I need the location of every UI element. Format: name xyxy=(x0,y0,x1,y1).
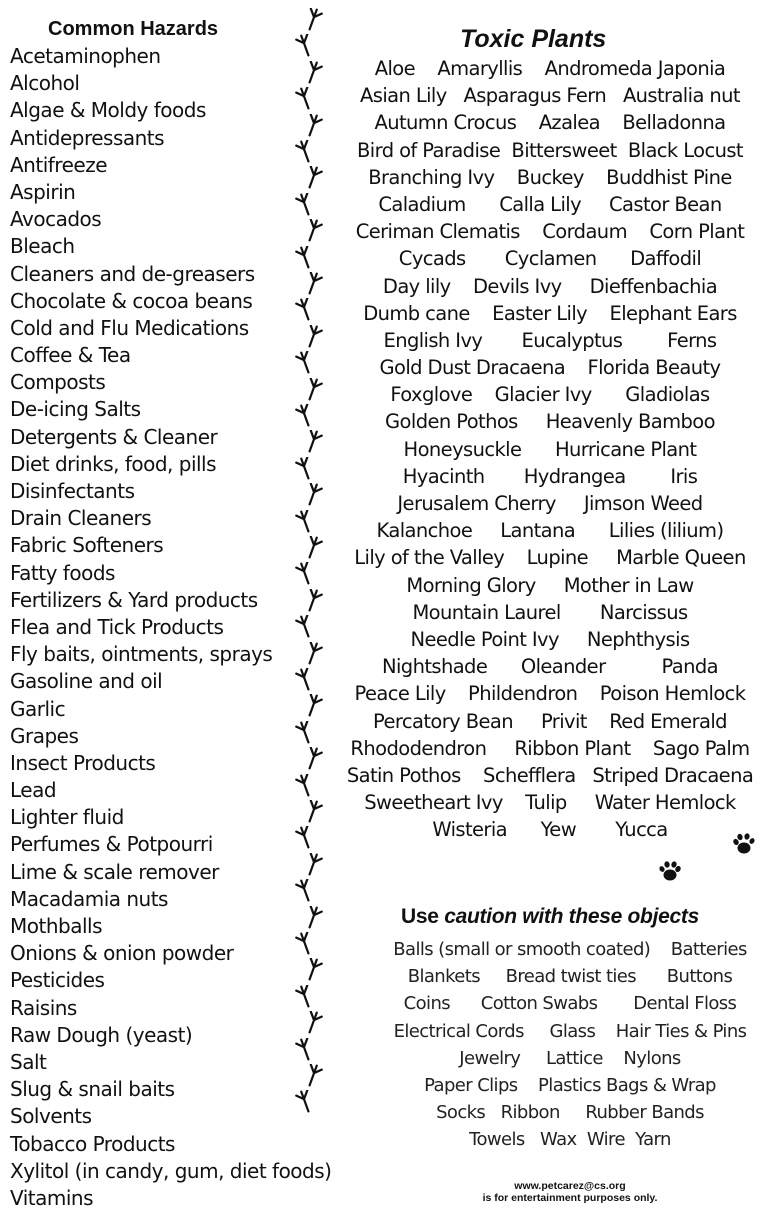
bird-footprint-icon xyxy=(294,87,316,111)
hazard-item: Drain Cleaners xyxy=(10,506,152,531)
footer-disclaimer: is for entertainment purposes only. xyxy=(482,1192,658,1204)
toxic-plants-row: Kalanchoe Lantana Lilies (lilium) xyxy=(376,519,724,543)
hazard-item: Coffee & Tea xyxy=(10,343,131,368)
caution-title-plain: Use xyxy=(401,905,445,928)
toxic-plants-row: Wisteria Yew Yucca xyxy=(432,818,668,842)
toxic-plants-row: Rhododendron Ribbon Plant Sago Palm xyxy=(350,736,750,760)
hazard-item: Slug & snail baits xyxy=(10,1077,175,1102)
toxic-plants-row: Jerusalem Cherry Jimson Weed xyxy=(397,492,703,515)
hazard-item: Aspirin xyxy=(10,179,76,204)
toxic-plants-row: Caladium Calla Lily Castor Bean xyxy=(378,192,722,216)
hazard-item: Bleach xyxy=(10,234,75,259)
hazard-item: Chocolate & cocoa beans xyxy=(10,288,253,313)
bird-footprint-icon xyxy=(294,615,316,639)
footer xyxy=(440,1180,700,1204)
toxic-plants-row: Peace Lily Phildendron Poison Hemlock xyxy=(354,682,746,706)
toxic-plants-row: Dumb cane Easter Lily Elephant Ears xyxy=(363,301,737,325)
toxic-plants-row: Honeysuckle Hurricane Plant xyxy=(403,437,697,461)
caution-objects-row: Blankets Bread twist ties Buttons xyxy=(407,966,733,988)
hazard-item: Insect Products xyxy=(10,750,156,775)
hazard-item: Salt xyxy=(10,1049,47,1074)
bird-footprint-icon xyxy=(294,879,316,903)
bird-footprint-icon xyxy=(294,140,316,164)
caution-objects-row: Coins Cotton Swabs Dental Floss xyxy=(403,993,737,1015)
bird-footprint-icon xyxy=(302,589,324,613)
hazard-item: Fabric Softeners xyxy=(10,533,164,558)
hazard-item: Fertilizers & Yard products xyxy=(10,587,258,612)
bird-footprint-icon xyxy=(294,193,316,217)
bird-footprint-icon xyxy=(302,166,324,190)
hazard-item: Diet drinks, food, pills xyxy=(10,451,217,476)
hazard-item: Avocados xyxy=(10,207,102,232)
hazard-item: Composts xyxy=(10,370,106,395)
bird-footprint-icon xyxy=(302,61,324,85)
toxic-plants-row: Day lily Devils Ivy Dieffenbachia xyxy=(382,274,718,298)
hazard-item: Fatty foods xyxy=(10,560,115,585)
toxic-plants-row: Nightshade Oleander Panda xyxy=(382,655,718,679)
bird-footprint-icon xyxy=(302,219,324,243)
bird-footprint-icon xyxy=(302,430,324,454)
bird-footprint-icon xyxy=(294,351,316,375)
bird-footprint-icon xyxy=(294,457,316,481)
toxic-plants-row: Cycads Cyclamen Daffodil xyxy=(398,247,702,271)
hazard-item: Garlic xyxy=(10,696,66,721)
hazard-item: Onions & onion powder xyxy=(10,941,234,966)
hazard-item: Fly baits, ointments, sprays xyxy=(10,642,273,667)
hazard-item: Flea and Tick Products xyxy=(10,614,224,639)
paw-print-icon xyxy=(730,832,756,856)
bird-footprint-icon xyxy=(294,246,316,270)
hazard-item: Cold and Flu Medications xyxy=(10,315,249,340)
bird-footprint-icon xyxy=(302,800,324,824)
paw-print-icon xyxy=(658,861,684,885)
bird-footprint-icon xyxy=(294,1090,316,1114)
bird-footprint-icon xyxy=(294,668,316,692)
hazard-item: Algae & Moldy foods xyxy=(10,98,206,123)
toxic-plants-row: Hyacinth Hydrangea Iris xyxy=(402,464,698,488)
hazard-item: Macadamia nuts xyxy=(10,886,168,911)
bird-footprint-icon xyxy=(302,906,324,930)
toxic-plants-row: Sweetheart Ivy Tulip Water Hemlock xyxy=(364,791,736,815)
bird-footprint-icon xyxy=(302,483,324,507)
caution-title xyxy=(340,903,760,931)
bird-footprint-icon xyxy=(302,747,324,771)
bird-footprint-icon xyxy=(294,510,316,534)
bird-footprint-icon xyxy=(294,721,316,745)
bird-footprint-icon xyxy=(294,1038,316,1062)
caution-objects-row: Balls (small or smooth coated) Batteries xyxy=(393,939,747,960)
hazard-item: Lime & scale remover xyxy=(10,859,219,884)
bird-footprint-icon xyxy=(302,114,324,138)
bird-footprint-icon xyxy=(294,774,316,798)
bird-footprint-icon xyxy=(294,562,316,586)
hazard-item: Solvents xyxy=(10,1104,92,1129)
toxic-plants-row: Branching Ivy Buckey Buddhist Pine xyxy=(368,165,732,189)
hazard-item: Pesticides xyxy=(10,968,105,993)
bird-footprint-icon xyxy=(302,853,324,877)
bird-footprint-icon xyxy=(302,1064,324,1088)
bird-footprint-icon xyxy=(294,932,316,956)
bird-footprint-icon xyxy=(302,958,324,982)
toxic-plants-row: Golden Pothos Heavenly Bamboo xyxy=(385,410,715,434)
toxic-plants-row: Autumn Crocus Azalea Belladonna xyxy=(374,111,726,135)
hazard-item: Disinfectants xyxy=(10,479,135,503)
toxic-plants-row: Percatory Bean Privit Red Emerald xyxy=(373,709,727,733)
hazard-item: Raisins xyxy=(10,995,77,1020)
hazard-item: Mothballs xyxy=(10,914,102,938)
hazard-item: Detergents & Cleaner xyxy=(10,424,218,449)
hazard-item: Lead xyxy=(10,778,57,803)
toxic-plants-row: Morning Glory Mother in Law xyxy=(406,573,694,597)
caution-objects-row: Paper Clips Plastics Bags & Wrap xyxy=(424,1074,716,1096)
caution-title-italic: caution with these objects xyxy=(444,905,699,928)
caution-objects-row: Towels Wax Wire Yarn xyxy=(469,1129,671,1151)
toxic-plants-title: Toxic Plants xyxy=(460,25,607,53)
caution-objects-row: Jewelry Lattice Nylons xyxy=(459,1047,681,1069)
bird-footprint-icon xyxy=(294,298,316,322)
hazard-item: Antidepressants xyxy=(10,125,165,150)
footer-website: www.petcarez@cs.org xyxy=(514,1180,626,1192)
hazard-item: Antifreeze xyxy=(10,152,107,177)
bird-footprint-icon xyxy=(294,34,316,58)
caution-objects-row: Socks Ribbon Rubber Bands xyxy=(436,1102,704,1124)
caution-objects-list xyxy=(360,936,767,1154)
hazard-item: Grapes xyxy=(10,723,79,748)
hazard-item: De-icing Salts xyxy=(10,397,141,422)
toxic-plants-row: Bird of Paradise Bittersweet Black Locust xyxy=(357,138,743,162)
toxic-plants-row: Foxglove Glacier Ivy Gladiolas xyxy=(390,383,710,407)
toxic-plants-row: Satin Pothos Schefflera Striped Dracaena xyxy=(346,763,754,787)
bird-footprint-icon xyxy=(302,8,324,32)
toxic-plants-list xyxy=(340,55,760,843)
bird-footprint-icon xyxy=(302,536,324,560)
hazard-item: Vitamins xyxy=(10,1185,94,1210)
hazard-item: Cleaners and de-greasers xyxy=(10,261,255,286)
bird-footprint-icon xyxy=(302,325,324,349)
hazard-item: Gasoline and oil xyxy=(10,669,163,694)
toxic-plants-row: Aloe Amaryllis Andromeda Japonia xyxy=(374,57,726,80)
hazard-item: Acetaminophen xyxy=(10,44,161,68)
toxic-plants-row: English Ivy Eucalyptus Ferns xyxy=(383,328,717,352)
toxic-plants-row: Asian Lily Asparagus Fern Australia nut xyxy=(360,84,740,108)
bird-footprint-icon xyxy=(302,378,324,402)
hazard-item: Lighter fluid xyxy=(10,805,124,830)
toxic-plants-row: Lily of the Valley Lupine Marble Queen xyxy=(354,546,746,570)
hazard-item: Perfumes & Potpourri xyxy=(10,832,213,857)
toxic-plants-row: Needle Point Ivy Nephthysis xyxy=(410,627,690,651)
hazard-item: Xylitol (in candy, gum, diet foods) xyxy=(10,1158,332,1183)
hazard-item: Alcohol xyxy=(10,71,80,96)
bird-footprint-icon xyxy=(294,985,316,1009)
common-hazards-title: Common Hazards xyxy=(48,18,219,40)
caution-objects-row: Electrical Cords Glass Hair Ties & Pins xyxy=(393,1020,747,1042)
bird-footprint-icon xyxy=(302,642,324,666)
hazard-item: Tobacco Products xyxy=(10,1131,175,1156)
bird-footprint-icon xyxy=(294,826,316,850)
hazard-item: Raw Dough (yeast) xyxy=(10,1022,193,1047)
common-hazards-list xyxy=(10,44,331,1213)
toxic-plants-row: Ceriman Clematis Cordaum Corn Plant xyxy=(355,220,745,244)
toxic-plants-row: Mountain Laurel Narcissus xyxy=(412,600,688,624)
bird-footprint-icon xyxy=(302,272,324,296)
toxic-plants-row: Gold Dust Dracaena Florida Beauty xyxy=(379,356,721,380)
bird-footprint-icon xyxy=(302,694,324,718)
bird-footprint-icon xyxy=(302,1011,324,1035)
bird-footprint-icon xyxy=(294,404,316,428)
